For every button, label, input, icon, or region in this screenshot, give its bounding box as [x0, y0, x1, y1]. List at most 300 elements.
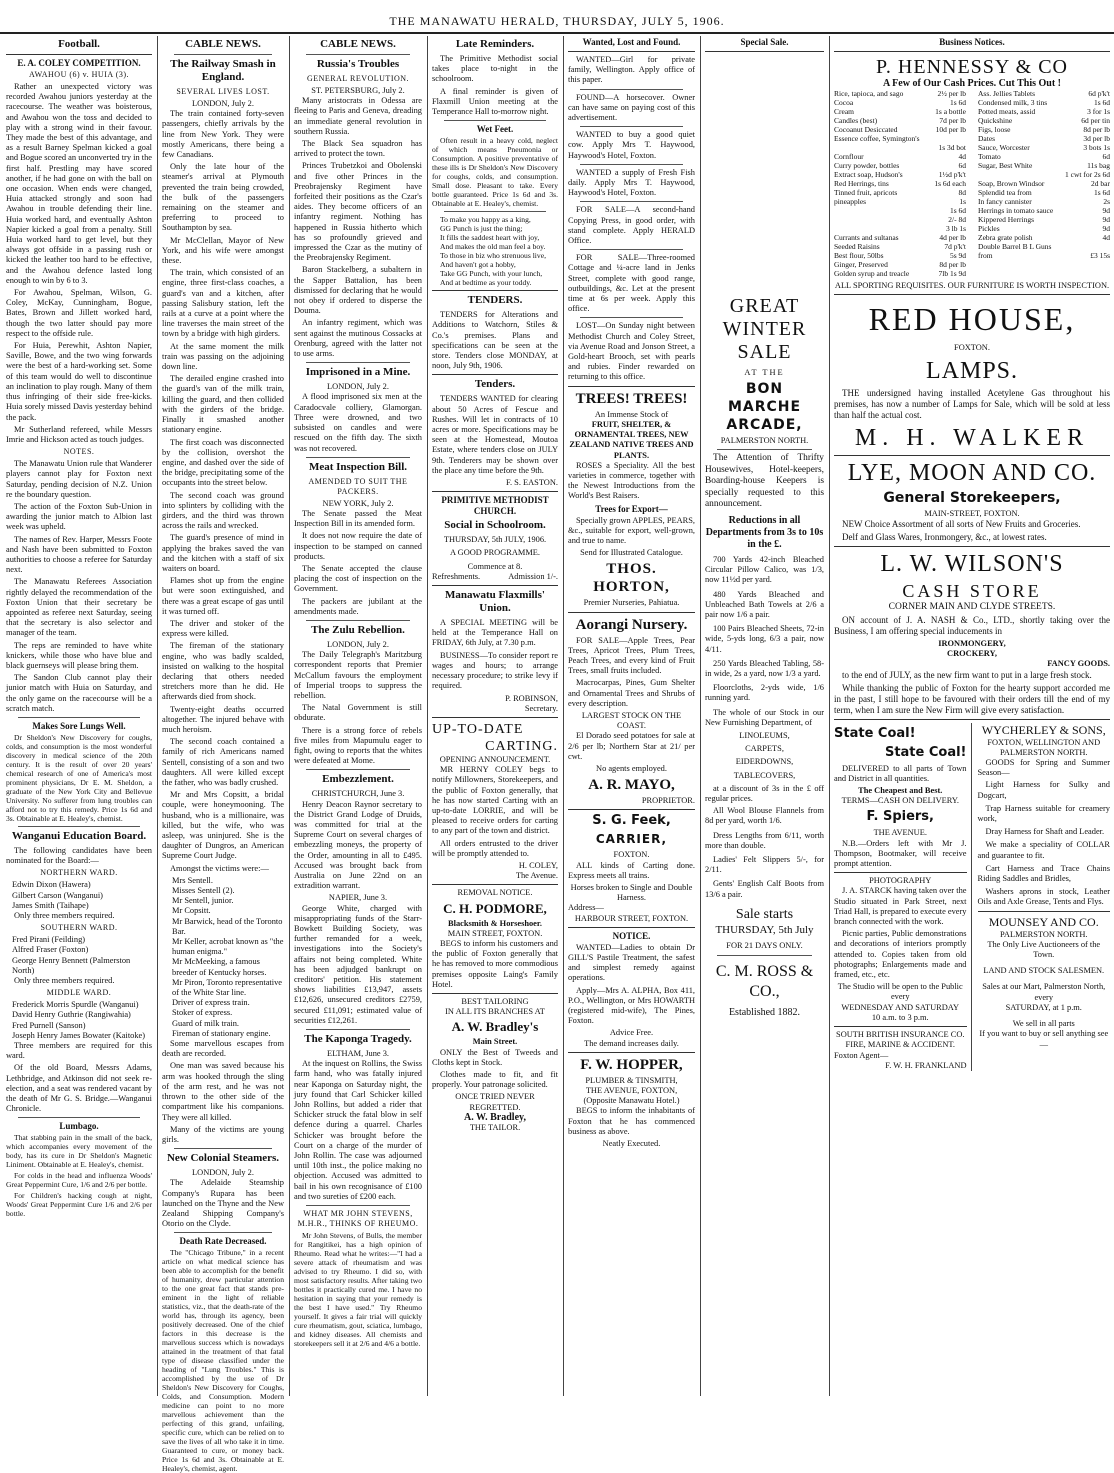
sale-item: Dress Lengths from 6/11, worth more than double.: [705, 830, 824, 850]
wetfeet-para: Often result in a heavy cold, neglect of which means Pneumonia or Consumption. A positive preventative of these ills is Dr Sheldon's New Discovery for coughs, colds, and consumption. Small dose. Pleasant to take. Every bottle guaranteed. Price 1s 6d and 3s. Obtainable at E. Healey's, chemist.: [432, 136, 558, 209]
price-item: from: [978, 251, 993, 261]
feek-para: Horses broken to Single and Double Harness.: [570, 882, 693, 903]
price-row: [978, 134, 1110, 143]
notes-para: The Sandon Club cannot play their junior match with Huia on Saturday, and the only game on the racecourse will be a scratch match.: [6, 673, 152, 713]
price-item: In fancy cannister: [978, 197, 1032, 207]
price-value: 3 lb 1s: [945, 224, 966, 234]
ward-heading: NORTHERN WARD.: [40, 868, 118, 878]
divider: [705, 51, 824, 52]
price-value: 4d per lb: [939, 233, 966, 243]
zulu-body: [294, 650, 422, 766]
price-row: [834, 152, 966, 161]
price-row: [834, 107, 966, 116]
column-rule: [289, 36, 290, 1396]
northern-ward-list: [6, 880, 152, 911]
divider: [306, 1205, 410, 1206]
divider: [568, 809, 695, 810]
late-para: The Primitive Methodist social takes place to-night in the schoolroom.: [432, 54, 558, 84]
feek-name: S. G. Feek,: [592, 813, 671, 829]
meat-para: The Senate passed the Meat Inspection Bill in its amended form.: [294, 508, 422, 529]
notice-heading: NOTICE.: [612, 930, 651, 941]
divider: [174, 54, 272, 55]
feek-carrier: CARRIER,: [595, 832, 668, 847]
meat-sub: AMENDED TO SUIT THE PACKERS.: [308, 476, 408, 496]
cheapest: The Cheapest and Best.: [858, 786, 943, 796]
divider: [580, 164, 683, 165]
price-row: [978, 242, 1110, 251]
podmore-street: MAIN STREET, FOXTON.: [447, 928, 543, 938]
late-para: A final reminder is given of Flaxmill Union meeting at the Temperance Hall to-morrow night.: [432, 86, 558, 117]
poem-line: To make you happy as a king,: [440, 215, 531, 225]
sale-items: [705, 555, 824, 704]
tailor-para: ONCE TRIED NEVER REGRETTED.: [455, 1092, 535, 1112]
meat-para: The packers are jubilant at the amendments made.: [294, 596, 422, 616]
price-row: [834, 89, 966, 98]
fire-marine: FIRE, MARINE & ACCIDENT.: [845, 1040, 955, 1050]
aorangi-para: Macrocarpas, Pines, Gum Shelter and Ornamental Trees and Shrubs of every description.: [568, 678, 695, 708]
lumbago-para: That stabbing pain in the small of the back, which accompanies every movement of the body, has its cure in Dr Sheldon's Magnetic Liniment. Obtainable at E. Healey's, chemist.: [6, 1133, 152, 1170]
column-rule: [829, 36, 830, 1396]
candidate: James Smith (Taihape): [12, 900, 89, 910]
divider: [834, 546, 1110, 547]
smash-para: Flames shot up from the engine but were soon extinguished, and there was a great escape of gas until it was turned off.: [162, 576, 284, 616]
candidate: Alfred Fraser (Foxton): [12, 945, 89, 955]
signature: The Avenue.: [515, 871, 558, 881]
export-heading: Trees for Export—: [595, 503, 668, 514]
divider: [834, 455, 1110, 456]
aorangi-para: FOR SALE—Apple Trees, Pear Trees, Apricot Trees, Plum Trees, Peach Trees, and every kind of Fruit Trees, small fruits included.: [568, 635, 695, 676]
price-value: 1s 6d each: [934, 179, 966, 189]
candidate: Fred Purnell (Sanson): [12, 1020, 86, 1030]
price-value: 1 cwt for 2s 6d: [1065, 170, 1110, 180]
price-item: Splendid tea from: [978, 188, 1032, 198]
photo-para: 10 a.m. to 3 p.m.: [871, 1012, 929, 1022]
price-value: 6d: [1102, 152, 1110, 162]
price-row: [834, 179, 966, 188]
price-item: Dates: [978, 134, 996, 144]
notes-para: The Manawatu Referees Association rightly delayed the recommendation of the Foxton Union that their secretary be appointed as referee next Saturday, seeing that the secretary is also selector and manager of the team.: [6, 577, 152, 638]
tenders-para: TENDERS for Alterations and Additions to Watchorn, Stiles & Co.'s premises. Plans and specifications can be seen at the store. Tenders close MONDAY, at noon, July 9th, 1906.: [432, 310, 558, 371]
wanganui-para: The following candidates have been nominated for the Board:—: [6, 845, 152, 866]
poem-line: And at bedtime as your toddy.: [440, 278, 532, 288]
price-item: Quickshine: [978, 116, 1013, 126]
price-row: [834, 242, 966, 251]
wanganui-para: Of the old Board, Messrs Adams, Lethbridge, and Atkinson did not seek re-election, and a seat was rendered vacant by the death of Mr G. S. Bridge.—Wanganui Chronicle.: [6, 1063, 152, 1114]
russia-body: [294, 96, 422, 359]
price-row: [978, 188, 1110, 197]
price-row: [978, 161, 1110, 170]
flaxmill-heading: Manawatu Flaxmills' Union.: [445, 589, 545, 615]
signature: H. COLEY,: [518, 860, 558, 870]
carting-heading-2: CARTING.: [485, 738, 558, 754]
divider: [18, 1117, 140, 1118]
refreshments: Refreshments.: [432, 571, 481, 581]
carting-heading-1: UP-TO-DATE: [432, 721, 524, 737]
smash-para: Only the late hour of the steamer's arrival at Plymouth prevented the train being crowded, the bulk of the passengers remaining on the steamer and preferring to proceed to Southampton by sea.: [162, 162, 284, 233]
saturday: SATURDAY, at 1 p.m.: [1005, 1002, 1082, 1012]
price-value: 3 for 1s: [1087, 107, 1110, 117]
tailor-para: Clothes made to fit, and fit properly. Your patronage solicited.: [432, 1069, 558, 1090]
price-item: Essence coffee, Symington's: [834, 134, 920, 144]
victim: Guard of milk train.: [172, 1018, 239, 1028]
column-4: [432, 36, 558, 1396]
dateline: LONDON, July 2.: [192, 99, 254, 108]
spiers-avenue: THE AVENUE.: [873, 828, 927, 838]
photo-para: The Studio will be open to the Public every: [837, 982, 963, 1002]
wycherley-sub: FOXTON, WELLINGTON AND PALMERSTON NORTH.: [987, 737, 1101, 757]
tenders2-heading: Tenders.: [474, 378, 516, 391]
wilson-para: to the end of JULY, as the new firm want to put in a large fresh stock.: [842, 669, 1092, 680]
candidate: Edwin Dixon (Hawera): [12, 880, 91, 890]
photo-para: WEDNESDAY AND SATURDAY: [841, 1002, 960, 1012]
divider: [306, 769, 410, 770]
aorangi-para: LARGEST STOCK ON THE COAST.: [581, 710, 682, 731]
price-list: [834, 89, 1110, 278]
tenders2-para: TENDERS WANTED for clearing about 50 Acres of Fescue and Rushes. Will let in contracts of 10 acres or more. Specifications may be seen at the Homestead, Moutoa Estate, where tenders close on JULY 9th. Tenderers may be shown over the place any time before the 9th.: [432, 394, 558, 475]
notes-heading: NOTES.: [63, 447, 95, 457]
wycherley-item: Trap Harness suitable for creamery work,: [977, 803, 1110, 824]
red-house-town: FOXTON.: [954, 343, 990, 353]
hennessy-name: P. HENNESSY & CO: [876, 56, 1068, 78]
sale-item: Floorcloths, 2-yds wide, 1/6 running yard.: [705, 683, 824, 703]
aorangi-para: El Dorado seed potatoes for sale at 2/6 per lb; Northern Star at 21/ per cwt.: [568, 731, 695, 761]
corner: CORNER MAIN AND CLYDE STREETS.: [888, 601, 1056, 612]
price-item: Pickles: [978, 224, 1000, 234]
notice-para: Apply—Mrs A. ALPHA, Box 411, P.O., Wellington, or Mrs HOWARTH (registered mid-wife), The Pines, Foxton.: [568, 985, 695, 1026]
victim: Mr McMeeking, a famous breeder of Kentucky horses.: [172, 957, 267, 977]
divider: [580, 201, 683, 202]
lamps-heading: LAMPS.: [925, 357, 1019, 384]
masthead-title: THE MANAWATU HERALD, THURSDAY, JULY 5, 1906.: [389, 14, 725, 28]
sale-item: Ladies' Felt Slippers 5/-, for 2/11.: [705, 854, 824, 875]
tailor-para: ONLY the Best of Tweeds and Cloths kept in Stock.: [432, 1047, 558, 1067]
social-time: Commence at 8.: [467, 561, 523, 571]
price-row: [834, 125, 966, 134]
tailor-heading: IN ALL ITS BRANCHES AT: [445, 1007, 545, 1017]
column-6: [705, 36, 824, 1396]
divider: [306, 457, 410, 458]
sale-starts: Sale starts: [735, 906, 794, 922]
divider: [306, 362, 410, 363]
price-row: [978, 116, 1110, 125]
lamps-para: THE undersigned having installed Acetylene Gas throughout his premises, has now a number of Lamps for Sale, which will be sold at less than half the actual cost.: [834, 387, 1110, 420]
price-value: 1½d p'k't: [938, 170, 966, 180]
wycherley-column: [978, 723, 1111, 1071]
lungs-heading: Makes Sore Lungs Well.: [32, 720, 126, 731]
tailor-name: A. W. Bradley's: [451, 1019, 539, 1035]
land-stock: LAND AND STOCK SALESMEN.: [983, 966, 1105, 976]
divider: [834, 294, 1110, 295]
lumbago-heading: Lumbago.: [59, 1121, 99, 1132]
wilson-para: While thanking the public of Foxton for the hearty support accorded me in the past, I still hope to be favoured with their orders till the end of my term, when I am sure the New Firm will give every satisfaction.: [834, 682, 1110, 715]
price-item: Cream: [834, 107, 854, 117]
carpets: CARPETS,: [745, 744, 784, 754]
mounsey-sub: PALMERSTON NORTH.: [1000, 929, 1088, 939]
divider: [432, 374, 558, 375]
signature: Secretary.: [524, 703, 558, 713]
notes-para: The action of the Foxton Sub-Union in awarding the junior match to Albion last week was upheld.: [6, 501, 152, 532]
price-row: [978, 89, 1110, 98]
napier-para: George White, charged with misappropriating funds of the Starr-Bowkett Building Society, was further remanded for a week, investigations into the Society's affairs not being completed. White has been adjudged bankrupt on creditors' petition. His statement shows liabilities £13,947, assets £12,626, unsecured creditors £2759, secured £11,091; estimated value of securities £12,261.: [294, 903, 422, 1025]
victim: Misses Sentell (2).: [172, 886, 235, 896]
price-row: [834, 161, 966, 170]
divider: [580, 126, 683, 127]
agent-name: F. W. H. FRANKLAND: [885, 1060, 967, 1070]
social-date: THURSDAY, 5th JULY, 1906.: [443, 535, 547, 545]
sell-2: If you want to buy or sell anything see—: [979, 1029, 1109, 1049]
primitive-heading: PRIMITIVE METHODIST CHURCH.: [441, 495, 549, 517]
steamers-heading: New Colonial Steamers.: [166, 1152, 280, 1165]
embezzlement-heading: Embezzlement.: [322, 773, 394, 786]
tailor-street: Main Street.: [472, 1037, 518, 1047]
price-item: Best flour, 50lbs: [834, 251, 884, 261]
signature: F. S. EASTON.: [506, 478, 558, 488]
victim: Stoker of express.: [172, 1008, 233, 1018]
bon: BON: [745, 381, 784, 398]
price-row: [978, 98, 1110, 107]
price-row: [834, 260, 966, 269]
russia-para: Princes Trubetzkoi and Obolenski and five other Princes in the Preobrajensky Regiment have forfeited their positions as the Czar's aides. They become officers of an infantry regiment. Nothing has happened in Russia hitherto which has so profoundly grieved and impressed the Czar as the mutiny of the Preobrajensky Regiment.: [294, 161, 422, 263]
column-5: [568, 36, 695, 1396]
divider: [306, 1029, 410, 1030]
victim: Mrs Sentell.: [172, 875, 213, 885]
russia-para: Many aristocrats in Odessa are fleeing to Paris and Geneva, dreading an immediate general revolution in southern Russia.: [294, 96, 422, 136]
price-item: Cocoanut Desiccated: [834, 125, 898, 135]
price-item: Seeded Raisins: [834, 242, 880, 252]
feek-address: HARBOUR STREET, FOXTON.: [574, 913, 689, 923]
classified: WANTED to buy a good quiet cow. Apply Mrs T. Haywood, Haywood's Hotel, Foxton.: [568, 130, 695, 160]
price-item: Red Herrings, tins: [834, 179, 889, 189]
late-heading: Late Reminders.: [455, 38, 535, 50]
photo-para: J. A. STARCK having taken over the Studio situated in Park Street, next Triad Hall, is prepared to execute every branch connected with the work.: [834, 886, 967, 927]
price-item: pineapples: [834, 197, 867, 207]
notice-para: WANTED—Ladies to obtain Dr GILL'S Pastile Treatment, the safest and simplest remedy against operations.: [568, 942, 695, 983]
trees-para: FRUIT, SHELTER, & ORNAMENTAL TREES, NEW ZEALAND NATIVE TREES AND PLANTS.: [569, 419, 694, 460]
smash-para: One man was saved because his arm was hooked through the sling of the arm rest, and he was not thrown to the other side of the compartment like his companions. They were all killed.: [162, 1061, 284, 1122]
price-row: [834, 215, 966, 224]
hopper-address: THE AVENUE, FOXTON,: [585, 1086, 678, 1096]
meat-body: [294, 509, 422, 617]
price-value: 6d: [958, 161, 966, 171]
zulu-para: The Natal Government is still obdurate.: [294, 703, 422, 723]
dateline: CHRISTCHURCH, June 3.: [311, 789, 405, 799]
cable-heading: CABLE NEWS.: [320, 38, 396, 50]
horton-name: THOS. HORTON,: [593, 561, 670, 596]
price-item: Tomato: [978, 152, 1001, 162]
classified: FOR SALE—Three-roomed Cottage and ¼-acre land in Jenks Street, complete with good range, outbuildings, &c. Let at the present time at 6s per week. Apply this office.: [568, 253, 695, 314]
smash-para: Some marvellous escapes from death are recorded.: [162, 1039, 284, 1059]
death-heading: Death Rate Decreased.: [179, 1236, 267, 1247]
cash-store: CASH STORE: [902, 580, 1042, 601]
price-value: 7lb 1s 9d: [938, 269, 966, 279]
price-value: 2½ per lb: [937, 89, 966, 99]
sale-item: 250 Yards Bleached Tabling, 58-in wide, 2s a yard, now 1/3 a yard.: [705, 658, 824, 678]
smash-para: At the same moment the milk train was passing on the adjoining down line.: [162, 341, 284, 372]
flaxmill-para: BUSINESS—To consider report re wages and hours; to arrange necessary procedure; to strike levy if required.: [432, 650, 558, 691]
dateline: LONDON, July 2.: [192, 1168, 254, 1178]
price-value: 7d p'k't: [944, 242, 966, 252]
price-value: £3 15s: [1090, 251, 1110, 261]
business-heading: Business Notices.: [939, 37, 1005, 47]
wycherley-item: Cart Harness and Trace Chains Riding Saddles and Bridles,: [977, 863, 1110, 884]
masthead: [0, 6, 1114, 34]
wanganui-heading: Wanganui Education Board.: [11, 829, 147, 842]
trees-sub: An Immense Stock of: [594, 409, 669, 419]
smash-para: The derailed engine crashed into the guard's van of the milk train, killing the guard, and then collided with the girders of the bridge. Finally it smashed another stationary engine.: [162, 374, 284, 435]
smash-para: Many of the victims are young girls.: [162, 1124, 284, 1144]
middle-ward-list: [6, 1000, 152, 1041]
price-row: [978, 143, 1110, 152]
price-row: [978, 152, 1110, 161]
price-value: 8d per lb: [1083, 125, 1110, 135]
price-value: 9d: [1102, 215, 1110, 225]
victim: Driver of express train.: [172, 998, 250, 1008]
price-value: 6d p'k't: [1088, 89, 1110, 99]
notes-para: The Manawatu Union rule that Wanderer players cannot play for Foxton next Saturday, pending decision of N.Z. Union re the boundary question.: [6, 459, 152, 499]
price-value: 4d: [1102, 233, 1110, 243]
price-row: [978, 233, 1110, 242]
divider: [580, 249, 683, 250]
divider: [432, 717, 558, 718]
divider: [834, 51, 1110, 52]
poem-line: And haven't got a hobby,: [440, 260, 516, 270]
horton-sub: Premier Nurseries, Pahiatua.: [583, 598, 680, 608]
smash-para: Mr and Mrs Copsitt, a bridal couple, were honeymooning. The husband, who is a millionaire, was killed, but the wife, who was asleep, was uninjured. She is the daughter of Dungros, an American Supreme Court Judge.: [162, 790, 284, 861]
football-para: Mr Sutherland refereed, while Messrs Imrie and Hickson acted as touch judges.: [6, 424, 152, 444]
arcade: ARCADE,: [726, 417, 803, 434]
price-value: 9d: [1102, 224, 1110, 234]
candidate: Gilbert Carson (Wanganui): [12, 890, 103, 900]
wetfeet-heading: Wet Feet.: [476, 124, 514, 135]
mayo-sub: PROPRIETOR.: [641, 796, 695, 806]
tenders-heading: TENDERS.: [467, 294, 523, 307]
wycherley-items: [978, 780, 1111, 907]
poem-line: And makes the old man feel a boy.: [440, 242, 546, 252]
dateline: NAPIER, June 3.: [328, 893, 388, 903]
price-item: Currants and sultanas: [834, 233, 899, 243]
smash-body: [162, 109, 284, 874]
divider: [568, 1052, 695, 1053]
red-house: RED HOUSE,: [868, 301, 1076, 338]
column-1: [6, 36, 152, 1396]
price-item: Ginger, Preserved: [834, 260, 888, 270]
eiderdowns: EIDERDOWNS,: [735, 757, 794, 767]
price-value: 2s: [1103, 197, 1110, 207]
price-row: [978, 107, 1110, 116]
price-row: [834, 197, 966, 206]
smash-para: Amongst the victims were:—: [170, 863, 269, 873]
divider: [174, 1148, 272, 1149]
social-programme: A GOOD PROGRAMME.: [449, 548, 541, 558]
divider: [18, 826, 140, 827]
price-row: [834, 251, 966, 260]
lye-name: LYE, MOON AND CO.: [847, 459, 1097, 486]
sale-item: All Wool Blouse Flannels from 8d per yard, worth 1/6.: [705, 806, 824, 826]
zulu-heading: The Zulu Rebellion.: [311, 623, 405, 636]
coal-column: [834, 723, 972, 1071]
poem-line: Take GG Punch, with your lunch,: [440, 269, 543, 279]
linoleums: LINOLEUMS,: [739, 730, 790, 740]
wycherley-item: We make a speciality of COLLAR and guarantee to fit.: [977, 840, 1110, 860]
notice-para: Advice Free.: [609, 1028, 654, 1038]
column-2: [162, 36, 284, 1473]
poem-line: It fills the saddest heart with joy,: [440, 233, 540, 243]
divider: [432, 290, 558, 291]
divider: [717, 449, 812, 450]
catalogue: Send for Illustrated Catalogue.: [580, 548, 683, 558]
smash-para: The fireman of the stationary engine, who was badly scalded, insisted on walking to the hospital declaring that others needed stretchers more than he did. He afterwards died from shock.: [162, 641, 284, 702]
agent: Foxton Agent—: [834, 1050, 889, 1060]
removal-heading: REMOVAL NOTICE.: [457, 888, 533, 898]
notice-para: The demand increases daily.: [584, 1038, 679, 1048]
ironmongery: IRONMONGERY,: [938, 639, 1006, 649]
price-column-left: [834, 89, 966, 278]
ward-note: Three members are required for this ward.: [6, 1041, 152, 1061]
price-row: [834, 116, 966, 125]
crockery: CROCKERY,: [947, 649, 997, 659]
column-rule: [700, 36, 701, 1396]
death-para: The "Chicago Tribune," in a recent article on what medical science has been able to accomplish for the benefit of humanity, drew particular attention to the one great fact that stands pre-eminent in the light of reliable statistics, viz., that the death-rate of the world has, through its agency, been positively decreased. One of the chief factors in this decrease is the marvellous success which is nowadays attained in the treatment of that fatal type of disease classified under the heading of "Lung Troubles." This is accomplished by the use of Dr Sheldon's New Discovery for Coughs, Colds, and Consumption. Modern medicine can point to no more marvellous achievement than the perfecting of this grand, unfailing, specific cure, which can be relied on to save the lives of all who take it in time. Guaranteed to cure, or money back. Price 1s 6d and 3s. Obtainable at E. Healey's, chemist, agent.: [162, 1248, 284, 1473]
price-row: [978, 206, 1110, 215]
smash-para: The first coach was disconnected by the collision, overshot the engine, and dashed over the side of the bridge, precipitating some of the occupants into the street below.: [162, 437, 284, 488]
divider: [568, 386, 695, 387]
delf-glass: Delf and Glass Wares, Ironmongery, &c., at lowest rates.: [842, 531, 1047, 542]
divider: [6, 54, 152, 55]
classified: FOR SALE—A second-hand Copying Press, in good order, with stand complete. Apply HERALD Office.: [568, 205, 695, 246]
admission: Admission 1/-.: [508, 571, 558, 581]
smash-para: The second coach contained a family of rich Americans named Sentell, consisting of a son and two daughters. All were killed except the father, who was badly crushed.: [162, 737, 284, 787]
column-rule: [427, 36, 428, 1396]
insurance: SOUTH BRITISH INSURANCE CO.: [836, 1030, 965, 1040]
aorangi-heading: Aorangi Nursery.: [575, 616, 688, 633]
victims-list: [162, 876, 284, 1039]
ross-name: C. M. ROSS & CO.,: [715, 963, 814, 1000]
victim: Mr Piron, Toronto representative of the White Star line.: [172, 977, 282, 998]
poem-line: To those in biz who strenuous live,: [440, 251, 546, 261]
smash-heading: The Railway Smash in England.: [170, 58, 276, 83]
walker-name: M. H. WALKER: [854, 424, 1090, 451]
hopper-para: BEGS to inform the inhabitants of Foxton that he has commenced business as above.: [568, 1106, 695, 1136]
divider: [568, 927, 695, 928]
carting-para: MR HERNY COLEY begs to notify Millowners, Storekeepers, and the public of Foxton generally, that he has now started Carting with an up-to-date LORRIE, and will be pleased to receive orders for carting to any part of the town and district.: [432, 765, 558, 836]
smash-para: The driver and stoker of the express were killed.: [162, 618, 284, 639]
classified: FOUND—A horsecover. Owner can have same on paying cost of this advertisement.: [568, 92, 695, 123]
price-item: Curry powder, bottles: [834, 161, 900, 171]
lumbago-para: For Children's hacking cough at night, Woods' Great Peppermint Cure 1/6 and 2/6 per bottle.: [6, 1191, 152, 1219]
divider: [834, 1026, 967, 1027]
price-value: 1s 6d: [1093, 98, 1110, 108]
mounsey-name: MOUNSEY AND CO.: [988, 914, 1099, 929]
price-row: [978, 197, 1110, 206]
divider: [432, 884, 558, 885]
price-value: 9d: [1102, 206, 1110, 216]
wycherley-item: Washers aprons in stock, Leather Oils and Axle Grease, Tents and Flys.: [977, 887, 1110, 907]
marche: MARCHE: [727, 399, 802, 416]
photo-heading: PHOTOGRAPHY: [869, 876, 932, 886]
palmerston: PALMERSTON NORTH.: [720, 436, 809, 446]
bottom-ads: [834, 723, 1110, 1071]
wycherley-name: WYCHERLEY & SONS,: [981, 722, 1106, 737]
victim: Mr Barwick, head of the Toronto Bar.: [172, 916, 283, 936]
poem-line: GG Punch is just the thing;: [440, 224, 523, 234]
price-value: 6d per tin: [1081, 116, 1110, 126]
coley-heading: E. A. COLEY COMPETITION.: [17, 58, 141, 68]
column-rule: [563, 36, 564, 1396]
meat-para: The Senate accepted the clause placing the cost of inspection on the Government.: [294, 563, 422, 594]
football-para: For Awahou, Spelman, Wilson, G. Coley, McKay, Cunningham, Bogue, Bates, Brown and Jillett worked hard, though the two latter should pay more respect to the offside rule.: [6, 288, 152, 338]
trees-heading: TREES! TREES!: [575, 390, 688, 407]
reductions: Reductions in all Departments from 3s to 10s in the £.: [705, 514, 824, 550]
